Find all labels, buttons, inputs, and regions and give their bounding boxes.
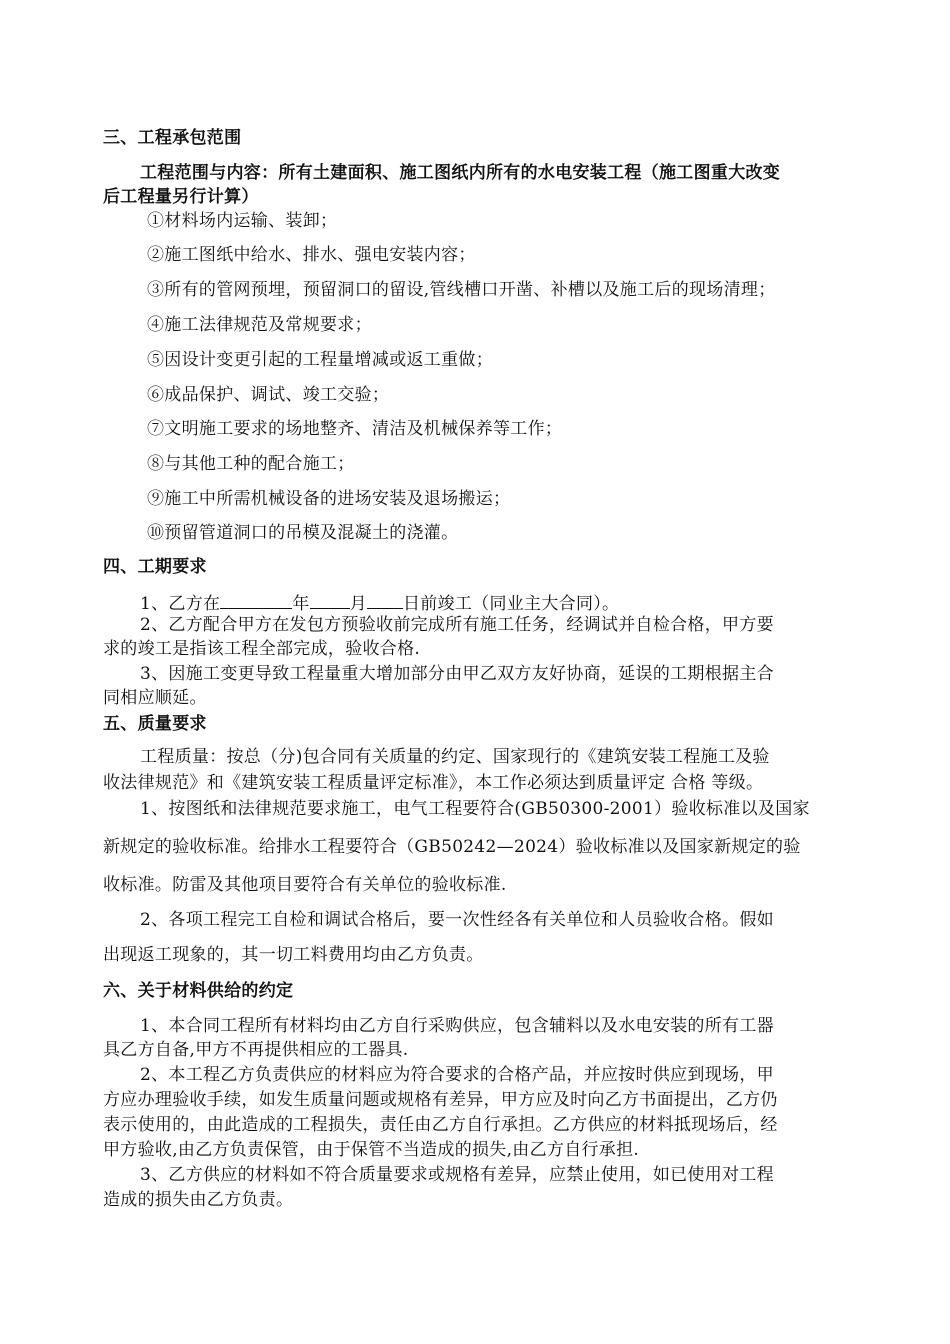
scope-intro-line-2: 后工程量另行计算） (103, 187, 259, 207)
schedule-prefix: 1、乙方在 (140, 594, 221, 614)
section-6-heading: 六、关于材料供给的约定 (103, 981, 294, 1001)
scope-item: ⑧与其他工种的配合施工； (147, 454, 355, 474)
quality-clause-2-line-1: 2、各项工程完工自检和调试合格后，要一次性经各有关单位和人员验收合格。假如 (140, 910, 774, 930)
month-blank (310, 590, 350, 609)
scope-item: ⑨施工中所需机械设备的进场安装及退场搬运； (147, 489, 511, 509)
quality-clause-1-line-1: 1、按图纸和法律规范要求施工，电气工程要符合(GB50300-2001）验收标准以及国家 (140, 799, 810, 819)
materials-clause-2-line-4: 甲方验收,由乙方负责保管，由于保管不当造成的损失,由乙方自行承担. (103, 1140, 640, 1160)
materials-clause-1-line-2: 具乙方自备,甲方不再提供相应的工器具. (103, 1040, 409, 1060)
scope-item: ④施工法律规范及常规要求； (147, 315, 372, 335)
scope-item: ③所有的管网预埋，预留洞口的留设,管线槽口开凿、补槽以及施工后的现场清理； (147, 280, 776, 300)
schedule-suffix: 日前竣工（同业主大合同）。 (402, 594, 620, 614)
month-label: 月 (349, 594, 367, 614)
section-5-heading: 五、质量要求 (103, 714, 207, 734)
quality-clause-2-line-2: 出现返工现象的，其一切工料费用均由乙方负责。 (103, 945, 484, 965)
materials-clause-2-line-3: 表示使用的，由此造成的工程损失，责任由乙方自行承担。乙方供应的材料抵现场后，经 (103, 1115, 778, 1135)
section-4-heading: 四、工期要求 (103, 557, 207, 577)
quality-clause-1-line-2: 新规定的验收标准。给排水工程要符合（GB50242—2024）验收标准以及国家新规定的验 (103, 837, 801, 857)
quality-line-2: 收法律规范》和《建筑安装工程质量评定标准》，本工作必须达到质量评定 合格 等级。 (103, 773, 764, 793)
materials-clause-1-line-1: 1、本合同工程所有材料均由乙方自行采购供应，包含辅料以及水电安装的所有工器 (140, 1016, 774, 1036)
quality-clause-1-line-3: 收标准。防雷及其他项目要符合有关单位的验收标准. (103, 875, 507, 895)
scope-item: ⑥成品保护、调试、竣工交验； (147, 385, 390, 405)
scope-item: ⑤因设计变更引起的工程量增减或返工重做； (147, 350, 493, 370)
schedule-clause-2-line-2: 求的竣工是指该工程全部完成，验收合格. (103, 639, 421, 659)
schedule-clause-3-line-2: 同相应顺延。 (103, 688, 207, 708)
year-label: 年 (292, 594, 310, 614)
materials-clause-2-line-1: 2、本工程乙方负责供应的材料应为符合要求的合格产品，并应按时供应到现场，甲 (140, 1065, 774, 1085)
materials-clause-2-line-2: 方应办理验收手续，如发生质量问题或规格有差异，甲方应及时向乙方书面提出，乙方仍 (103, 1090, 778, 1110)
day-blank (367, 590, 403, 609)
scope-item: ⑦文明施工要求的场地整齐、清洁及机械保养等工作； (147, 419, 563, 439)
scope-item: ⑩预留管道洞口的吊模及混凝土的浇灌。 (147, 523, 459, 543)
quality-line-1: 工程质量：按总（分)包合同有关质量的约定、国家现行的《建筑安装工程施工及验 (140, 747, 770, 767)
schedule-clause-2-line-1: 2、乙方配合甲方在发包方预验收前完成所有施工任务，经调试并自检合格，甲方要 (140, 615, 774, 635)
materials-clause-3-line-1: 3、乙方供应的材料如不符合质量要求或规格有差异，应禁止使用，如已使用对工程 (140, 1165, 774, 1185)
materials-clause-3-line-2: 造成的损失由乙方负责。 (103, 1190, 294, 1210)
schedule-clause-3-line-1: 3、因施工变更导致工程量重大增加部分由甲乙双方友好协商，延误的工期根据主合 (140, 664, 774, 684)
section-3-heading: 三、工程承包范围 (103, 128, 242, 148)
schedule-clause-1 (140, 590, 619, 615)
scope-intro-line-1: 工程范围与内容：所有土建面积、施工图纸内所有的水电安装工程（施工图重大改变 (140, 163, 781, 183)
year-blank (220, 590, 292, 609)
scope-item: ②施工图纸中给水、排水、强电安装内容； (147, 245, 476, 265)
scope-item: ①材料场内运输、装卸； (147, 211, 338, 231)
